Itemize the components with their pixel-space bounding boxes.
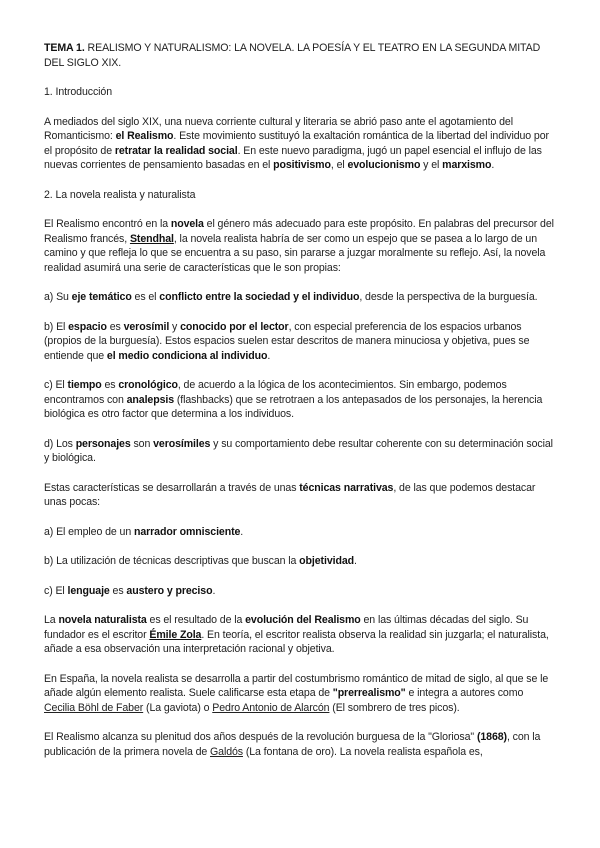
text-run: novela naturalista [58, 614, 147, 626]
text-run: , de acuerdo a la lógica de los acontecimientos. Sin embargo, podemos encontramos con [44, 379, 507, 406]
text-run: , la novela realista habría de ser como un espejo que se pasea a lo largo de un camino y que refleja lo que se encuentra a su paso, sin pararse a juzgar moralmente su reflejo. Así, la novela realidad asumirá una serie de características que le son propias: [44, 232, 546, 274]
paragraph-realismo-novela [44, 217, 556, 275]
text-run: . Este movimiento sustituyó la exaltación romántica de la libertad del individuo por el propósito de [44, 130, 549, 157]
text-run: En España, la novela realista se desarrolla a partir del costumbrismo romántico de mitad de siglo, al que se le añade algún elemento realista. Suele calificarse esta etapa de [44, 672, 549, 699]
text-run: evolucionismo [347, 159, 421, 171]
text-run: a) El empleo de un [44, 525, 134, 538]
list-item-tiempo [44, 378, 556, 422]
text-run: TEMA 1. [44, 42, 85, 54]
list-item-narrador [44, 525, 556, 540]
text-run: son [130, 437, 154, 450]
text-run: es [109, 584, 127, 597]
text-run: e integra a autores como [405, 687, 524, 699]
text-run: (flashbacks) que se retrotraen a los antepasados de los personajes, la herencia biológica es otro factor que determina a los individuos. [44, 393, 543, 420]
text-run: b) El [44, 320, 69, 333]
text-run: Émile Zola [149, 628, 202, 641]
text-run: retratar la realidad social [114, 144, 238, 157]
text-run: . [212, 584, 216, 597]
text-run: , el [330, 159, 348, 171]
text-run: Stendhal [129, 232, 174, 245]
text-run: analepsis [126, 393, 174, 406]
text-run: narrador omnisciente [133, 525, 241, 538]
paragraph-espana-prerrealismo [44, 672, 556, 716]
text-run: c) El [44, 379, 68, 391]
text-run: es [106, 320, 124, 333]
paragraph-tecnicas-narrativas [44, 481, 556, 510]
text-run: personajes [75, 437, 131, 450]
text-run: . En este nuevo paradigma, jugó un papel esencial el influjo de las nuevas corrientes de pensamiento basadas en el [44, 144, 542, 171]
text-run: el Realismo [115, 130, 174, 142]
text-run: conflicto entre la sociedad y el individuo [159, 291, 360, 303]
text-run: evolución del Realismo [245, 614, 361, 626]
text-run: verosímil [123, 320, 170, 333]
text-run: El Realismo alcanza su plenitud dos años después de la revolución burguesa de la "Gloriosa" [44, 731, 477, 743]
text-run: objetividad [299, 555, 354, 567]
text-run: verosímiles [153, 437, 211, 450]
text-run: , desde la perspectiva de la burguesía. [359, 291, 538, 303]
text-run: lenguaje [67, 584, 110, 597]
text-run: , con especial preferencia de los espacios urbanos (propios de la burguesía). Estos espacios suelen estar descritos de manera minuciosa y objetiva, pues se entiende que [44, 320, 530, 362]
text-run: La [44, 614, 59, 626]
text-run: marxismo [442, 159, 492, 171]
text-run: . [491, 159, 495, 171]
paragraph-introduccion [44, 115, 556, 173]
text-run: . [267, 349, 271, 362]
text-run: (La gaviota) o [143, 701, 213, 714]
text-run: Estas características se desarrollarán a través de unas [44, 481, 300, 494]
text-run: d) Los [44, 437, 76, 450]
text-run: Pedro Antonio de Alarcón [212, 701, 330, 714]
text-run: A mediados del siglo XIX, una nueva corriente cultural y literaria se abrió paso ante el agotamiento del Romanticismo: [44, 115, 513, 142]
text-run: a) Su [44, 291, 72, 303]
text-run: es el resultado de la [146, 614, 246, 626]
text-run: . En teoría, el escritor realista observa la realidad sin juzgarla; el naturalista, añade a esa observación una interpretación racional y objetiva. [44, 628, 549, 655]
text-run: es [101, 379, 119, 391]
list-item-eje-tematico [44, 290, 556, 305]
paragraph-plenitud-realismo [44, 730, 556, 759]
list-item-personajes [44, 437, 556, 466]
text-run: técnicas narrativas [299, 481, 394, 494]
text-run: es el [131, 291, 160, 303]
text-run: y [169, 320, 181, 333]
text-run: conocido por el lector [180, 320, 289, 333]
text-run: el medio condiciona al individuo [106, 349, 268, 362]
text-run: espacio [68, 320, 107, 333]
text-run: novela [170, 218, 204, 230]
text-run: el género más adecuado para este propósito. En palabras del precursor del Realismo francés, [44, 218, 554, 245]
text-run: y el [420, 159, 443, 171]
section-heading-introduccion: 1. Introducción [44, 86, 112, 98]
text-run: "prerrealismo" [332, 687, 406, 699]
text-run: Cecilia Böhl de Faber [44, 701, 144, 714]
text-run: tiempo [67, 379, 102, 391]
section-heading-novela: 2. La novela realista y naturalista [44, 188, 196, 201]
list-item-lenguaje [44, 584, 556, 599]
text-run: (La fontana de oro). La novela realista española es, [242, 745, 483, 758]
text-run: , con la publicación de la primera novela de [44, 731, 541, 758]
text-run: en las últimas décadas del siglo. Su fundador es el escritor [44, 614, 529, 641]
text-run: . [354, 555, 357, 567]
text-run: (1868) [476, 731, 507, 743]
text-run: El Realismo encontró en la [44, 218, 171, 230]
document-title [44, 41, 556, 70]
text-run: b) La utilización de técnicas descriptivas que buscan la [44, 555, 300, 567]
list-item-espacio [44, 320, 556, 364]
paragraph-novela-naturalista [44, 613, 556, 657]
text-run: REALISMO Y NATURALISMO: LA NOVELA. LA POESÍA Y EL TEATRO EN LA SEGUNDA MITAD DEL SIGLO XIX. [44, 42, 541, 69]
text-run: y su comportamiento debe resultar coherente con su determinación social y biológica. [44, 437, 553, 464]
text-run: c) El [44, 584, 68, 597]
text-run: austero y preciso [126, 584, 213, 597]
text-run: Galdós [210, 745, 243, 758]
text-run: . [240, 525, 244, 538]
text-run: , de las que podemos destacar unas pocas: [44, 481, 536, 508]
text-run: eje temático [71, 291, 132, 303]
text-run: positivismo [273, 159, 331, 171]
list-item-objetividad [44, 554, 556, 569]
text-run: (El sombrero de tres picos). [329, 701, 460, 714]
text-run: cronológico [118, 379, 178, 391]
